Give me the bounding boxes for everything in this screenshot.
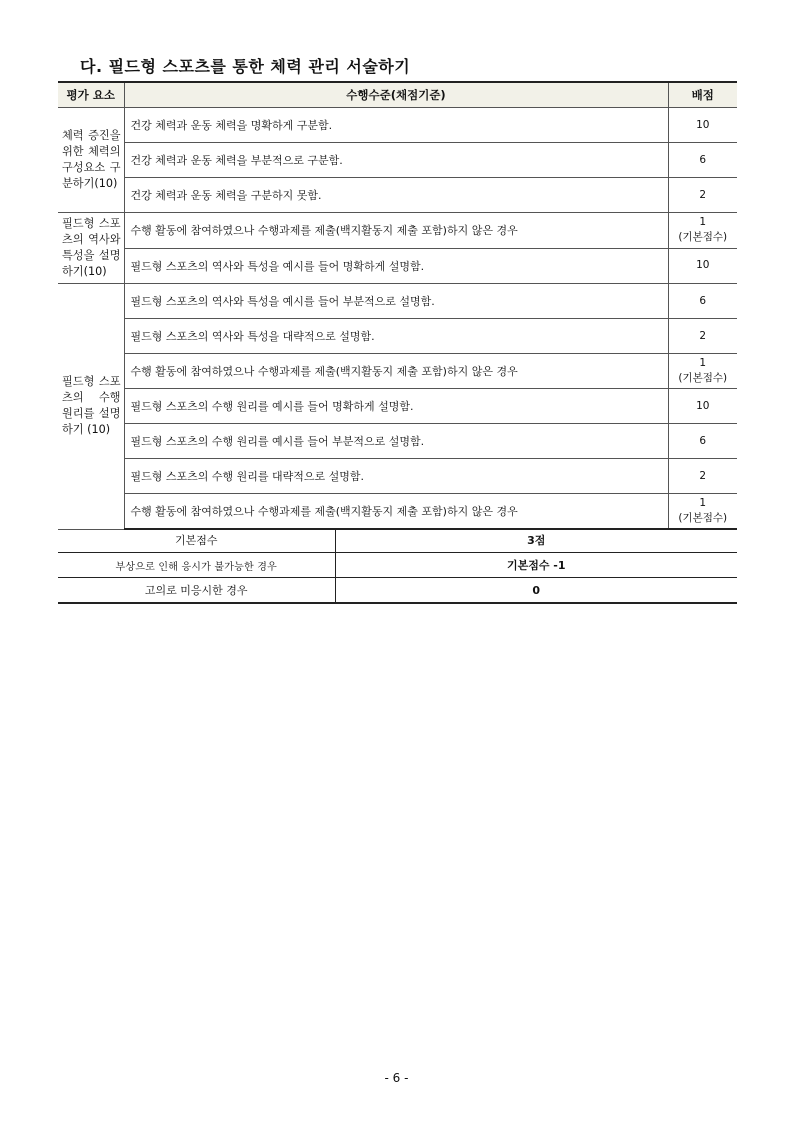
score-value: 2: [699, 469, 707, 482]
table-header-row: [58, 82, 737, 108]
table-row: [58, 284, 737, 319]
criteria-text: 건강 체력과 운동 체력을 구분하지 못함.: [124, 178, 668, 213]
header-performance-level: 수행수준(채점기준): [124, 82, 668, 108]
score-cell: [668, 389, 737, 424]
summary-row: [58, 528, 737, 553]
score-cell: [668, 248, 737, 284]
score-value: 1: [699, 216, 707, 229]
summary-value: 0: [335, 578, 737, 604]
summary-table: [58, 528, 737, 604]
score-value: 1: [699, 357, 707, 369]
header-score: 배점: [668, 82, 737, 108]
score-value: 6: [699, 434, 707, 447]
table-row: [58, 389, 737, 424]
score-value: 10: [696, 118, 710, 131]
table-row: [58, 213, 737, 249]
page-number: - 6 -: [384, 1071, 409, 1085]
score-cell: [668, 319, 737, 354]
score-note: (기본점수): [678, 372, 728, 384]
criteria-text: 필드형 스포츠의 수행 원리를 예시를 들어 명확하게 설명함.: [124, 389, 668, 424]
score-cell: [668, 213, 737, 249]
criteria-text: 필드형 스포츠의 역사와 특성을 예시를 들어 명확하게 설명함.: [124, 248, 668, 284]
summary-value: 기본점수 -1: [335, 553, 737, 578]
score-cell: [668, 284, 737, 319]
score-value: 10: [696, 399, 710, 412]
summary-row: [58, 578, 737, 604]
score-cell: [668, 108, 737, 143]
criteria-text: 필드형 스포츠의 역사와 특성을 예시를 들어 부분적으로 설명함.: [124, 284, 668, 319]
score-cell: [668, 494, 737, 530]
summary-row: [58, 553, 737, 578]
table-row: [58, 424, 737, 459]
criteria-text: 수행 활동에 참여하였으나 수행과제를 제출(백지활동지 제출 포함)하지 않은 경우: [124, 354, 668, 389]
category-label: 필드형 스포츠의 역사와 특성을 설명하기(10): [58, 213, 124, 284]
score-cell: [668, 143, 737, 178]
summary-label: 기본점수: [58, 528, 335, 553]
table-row: [58, 494, 737, 530]
score-note: (기본점수): [678, 512, 728, 524]
score-value: 2: [699, 188, 707, 201]
summary-label: 고의로 미응시한 경우: [58, 578, 335, 604]
table-row: [58, 459, 737, 494]
criteria-text: 필드형 스포츠의 역사와 특성을 대략적으로 설명함.: [124, 319, 668, 354]
criteria-text: 건강 체력과 운동 체력을 부분적으로 구분함.: [124, 143, 668, 178]
table-row: [58, 143, 737, 178]
summary-value: 3점: [335, 528, 737, 553]
score-value: 6: [699, 153, 707, 166]
score-cell: [668, 424, 737, 459]
table-row: [58, 354, 737, 389]
grading-table: [58, 81, 737, 530]
category-label: 필드형 스포츠의 수행 원리를 설명하기 (10): [58, 284, 124, 530]
score-value: 6: [699, 294, 707, 307]
criteria-text: 필드형 스포츠의 수행 원리를 대략적으로 설명함.: [124, 459, 668, 494]
table-row: [58, 108, 737, 143]
score-cell: [668, 354, 737, 389]
summary-label: 부상으로 인해 응시가 불가능한 경우: [58, 553, 335, 578]
criteria-text: 필드형 스포츠의 수행 원리를 예시를 들어 부분적으로 설명함.: [124, 424, 668, 459]
section-title: 다. 필드형 스포츠를 통한 체력 관리 서술하기: [80, 57, 411, 76]
category-label: 체력 증진을 위한 체력의 구성요소 구분하기(10): [58, 108, 124, 213]
table-row: [58, 178, 737, 213]
criteria-text: 건강 체력과 운동 체력을 명확하게 구분함.: [124, 108, 668, 143]
table-row: [58, 248, 737, 284]
score-cell: [668, 459, 737, 494]
score-cell: [668, 178, 737, 213]
criteria-text: 수행 활동에 참여하였으나 수행과제를 제출(백지활동지 제출 포함)하지 않은 경우: [124, 213, 668, 249]
score-note: (기본점수): [678, 231, 728, 244]
score-value: 2: [699, 329, 707, 342]
header-evaluation-element: 평가 요소: [58, 82, 124, 108]
score-value: 1: [699, 497, 707, 509]
criteria-text: 수행 활동에 참여하였으나 수행과제를 제출(백지활동지 제출 포함)하지 않은 경우: [124, 494, 668, 530]
score-value: 10: [696, 259, 710, 272]
table-row: [58, 319, 737, 354]
